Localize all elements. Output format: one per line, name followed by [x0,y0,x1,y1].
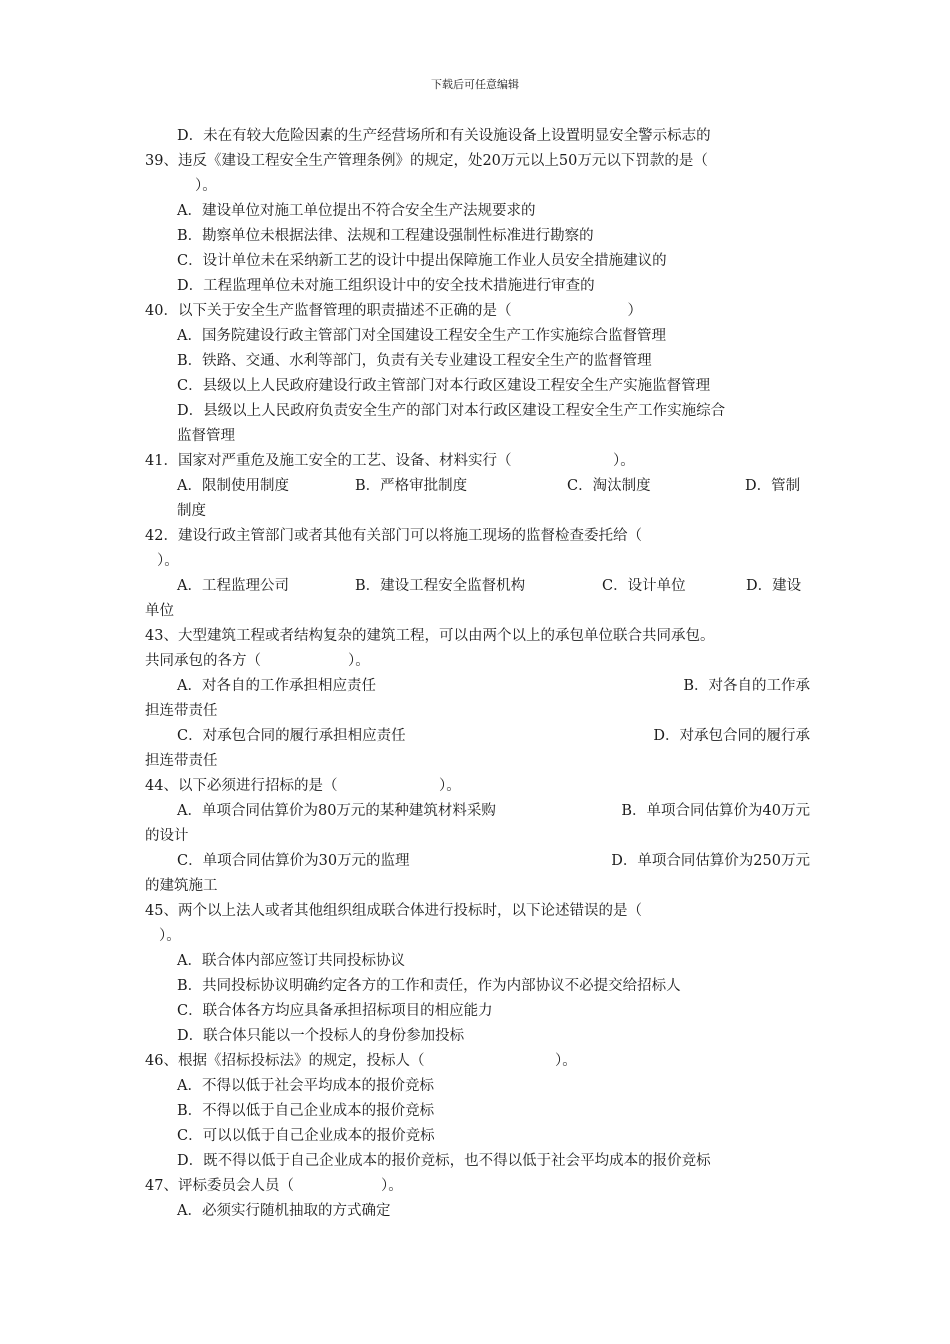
question-39: 39、违反《建设工程安全生产管理条例》的规定，处20万元以上50万元以下罚款的是（ [145,153,708,169]
option-line: B．共同投标协议明确约定各方的工作和责任，作为内部协议不必提交给招标人 [177,978,681,994]
option-line: D．工程监理单位未对施工组织设计中的安全技术措施进行审查的 [177,278,595,294]
option-b: B．严格审批制度 [355,478,468,494]
option-c: C．单项合同估算价为30万元的监理 [177,853,410,869]
option-d: D．建设 [746,578,802,594]
question-43: 43、大型建筑工程或者结构复杂的建筑工程，可以由两个以上的承包单位联合共同承包。 [145,628,715,644]
option-d: D．对承包合同的履行承 [653,728,810,744]
question-46: 46、根据《招标投标法》的规定，投标人（ ）。 [145,1053,577,1069]
option-line: A．不得以低于社会平均成本的报价竞标 [177,1078,434,1094]
question-43-cont: 共同承包的各方（ ）。 [145,653,370,669]
option-line: D．未在有较大危险因素的生产经营场所和有关设施设备上设置明显安全警示标志的 [177,128,711,144]
question-45-cont: ）。 [159,928,181,944]
option-line-cont: 担连带责任 [145,703,218,719]
question-44: 44、以下必须进行招标的是（ ）。 [145,778,461,794]
option-a: A．单项合同估算价为80万元的某种建筑材料采购 [177,803,496,819]
question-47: 47、评标委员会人员（ ）。 [145,1178,403,1194]
page-header: 下载后可任意编辑 [431,78,519,91]
question-45: 45、两个以上法人或者其他组织组成联合体进行投标时，以下论述错误的是（ [145,903,642,919]
option-a: A．限制使用制度 [177,478,289,494]
option-line: C．设计单位未在采纳新工艺的设计中提出保障施工作业人员安全措施建议的 [177,253,667,269]
option-b: B．单项合同估算价为40万元 [621,803,810,819]
option-line: C．联合体各方均应具备承担招标项目的相应能力 [177,1003,493,1019]
option-line-cont: 监督管理 [177,428,235,444]
option-b: B．对各自的工作承 [683,678,810,694]
option-b: B．建设工程安全监督机构 [355,578,526,594]
option-line-cont: 制度 [177,503,206,519]
option-line: D．联合体只能以一个投标人的身份参加投标 [177,1028,465,1044]
options-row [145,574,810,599]
option-a: A．工程监理公司 [177,578,289,594]
question-40: 40．以下关于安全生产监督管理的职责描述不正确的是（ ） [145,303,642,319]
option-line: A．建设单位对施工单位提出不符合安全生产法规要求的 [177,203,536,219]
option-a: A．对各自的工作承担相应责任 [177,678,376,694]
option-line: D．既不得以低于自己企业成本的报价竞标，也不得以低于社会平均成本的报价竞标 [177,1153,711,1169]
option-line: B．勘察单位未根据法律、法规和工程建设强制性标准进行勘察的 [177,228,594,244]
option-line: A．联合体内部应签订共同投标协议 [177,953,405,969]
option-d: D．管制 [745,478,801,494]
options-row [145,799,810,824]
option-c: C．对承包合同的履行承担相应责任 [177,728,406,744]
option-line-cont: 的设计 [145,828,189,844]
document-body [145,124,810,1224]
options-row [145,474,810,499]
option-line: B．铁路、交通、水利等部门，负责有关专业建设工程安全生产的监督管理 [177,353,652,369]
question-42-cont: ）。 [157,553,179,569]
options-row [145,849,810,874]
option-line: A．必须实行随机抽取的方式确定 [177,1203,391,1219]
option-line: C．可以以低于自己企业成本的报价竞标 [177,1128,435,1144]
option-line: A．国务院建设行政主管部门对全国建设工程安全生产工作实施综合监督管理 [177,328,666,344]
option-line-cont: 单位 [145,603,174,619]
question-42: 42．建设行政主管部门或者其他有关部门可以将施工现场的监督检查委托给（ [145,528,642,544]
option-c: C．设计单位 [602,578,686,594]
option-d: D．单项合同估算价为250万元 [611,853,810,869]
option-line: D．县级以上人民政府负责安全生产的部门对本行政区建设工程安全生产工作实施综合 [177,403,726,419]
question-39-cont: ）。 [195,178,217,194]
option-line-cont: 担连带责任 [145,753,218,769]
option-line-cont: 的建筑施工 [145,878,218,894]
option-c: C．淘汰制度 [567,478,651,494]
option-line: B．不得以低于自己企业成本的报价竞标 [177,1103,435,1119]
options-row [145,724,810,749]
option-line: C．县级以上人民政府建设行政主管部门对本行政区建设工程安全生产实施监督管理 [177,378,711,394]
question-41: 41．国家对严重危及施工安全的工艺、设备、材料实行（ ）。 [145,453,635,469]
options-row [145,674,810,699]
